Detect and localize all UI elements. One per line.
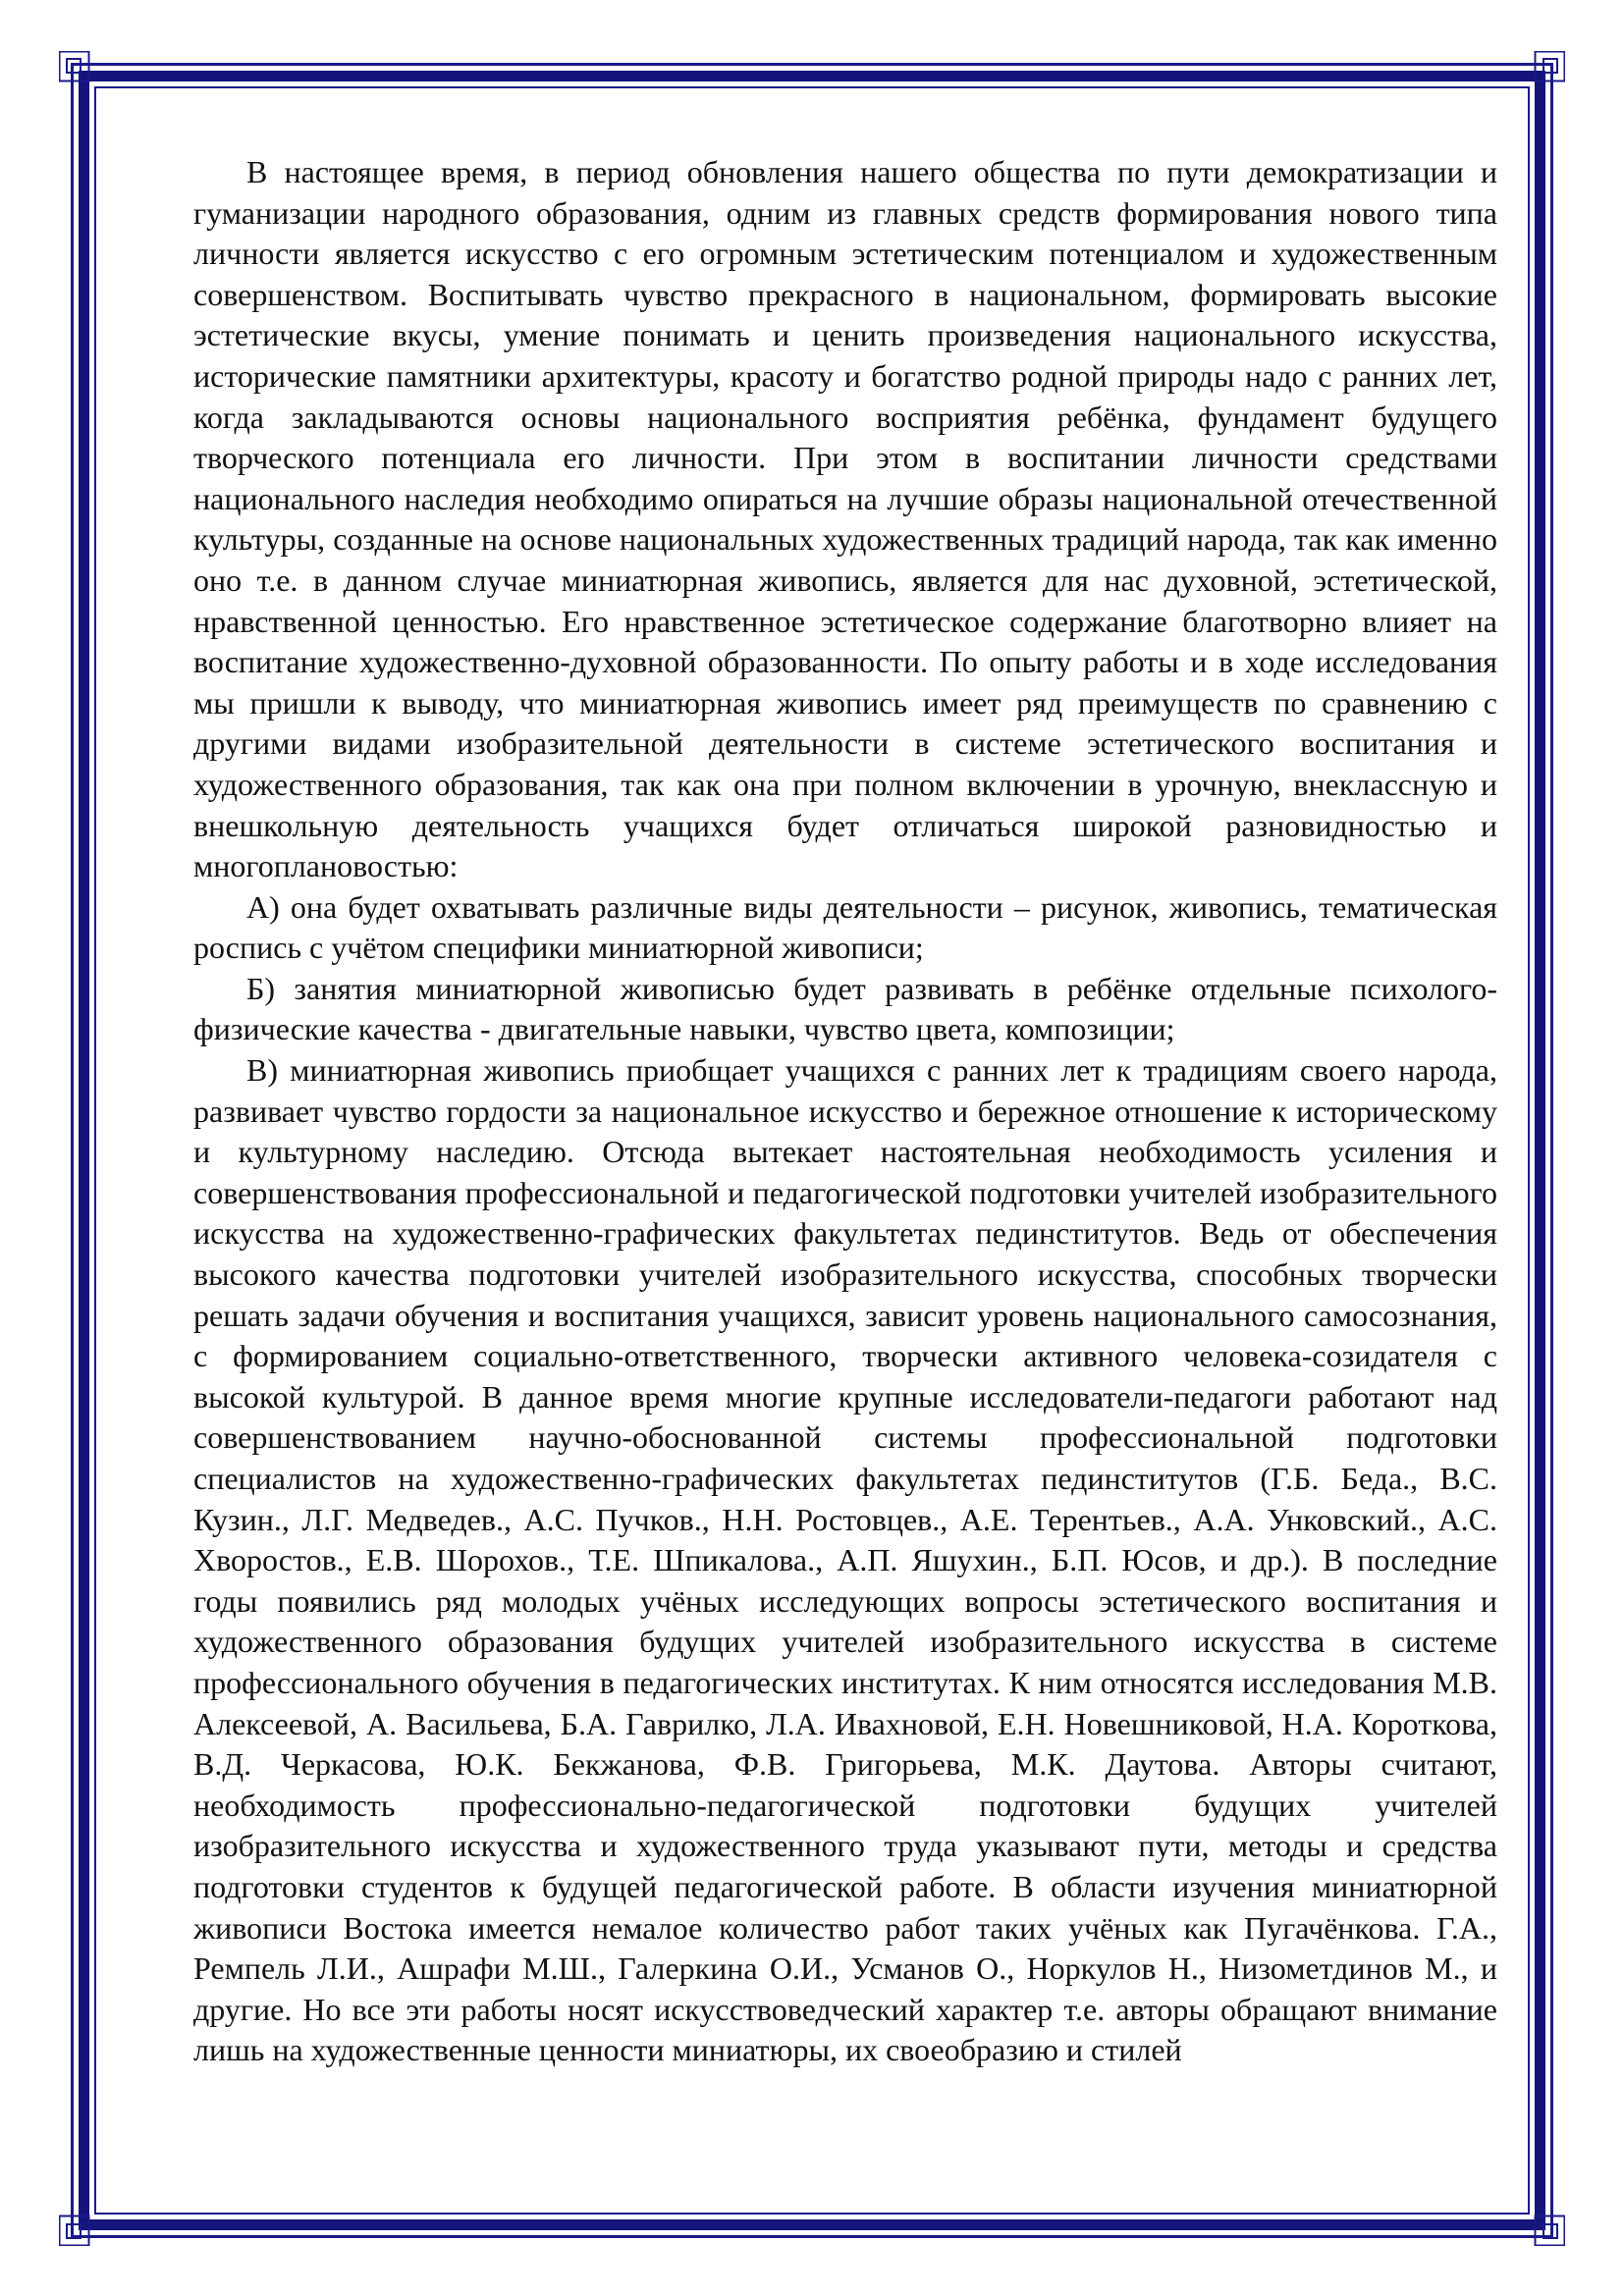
corner-ornament-bottom-right: [1518, 2199, 1565, 2246]
corner-ornament-top-left: [59, 51, 106, 98]
paragraph-item-v: В) миниатюрная живопись приобщает учащихся с ранних лет к традициям своего народа, развивает чувство гордости за национальное искусство и бережное отношение к историческому и культурному наследию. Отсюда вытекает настоятельная необходимость усиления и совершенствования профессиональной и педагогической подготовки учителей изобразительного искусства на художественно-графических факультетах пединститутов. Ведь от обеспечения высокого качества подготовки учителей изобразительного искусства, способных творчески решать задачи обучения и воспитания учащихся, зависит уровень национального самосознания, с формированием социально-ответственного, творчески активного человека-созидателя с высокой культурой. В данное время многие крупные исследователи-педагоги работают над совершенствованием научно-обоснованной системы профессиональной подготовки специалистов на художественно-графических факультетах пединститутов (Г.Б. Беда., В.С. Кузин., Л.Г. Медведев., А.С. Пучков., Н.Н. Ростовцев., А.Е. Терентьев., А.А. Унковский., А.С. Хворостов., Е.В. Шорохов., Т.Е. Шпикалова., А.П. Яшухин., Б.П. Юсов, и др.). В последние годы появились ряд молодых учёных исследующих вопросы эстетического воспитания и художественного образования будущих учителей изобразительного искусства в системе профессионального обучения в педагогических институтах. К ним относятся исследования М.В. Алексеевой, А. Васильева, Б.А. Гаврилко, Л.А. Ивахновой, Е.Н. Новешниковой, Н.А. Короткова, В.Д. Черкасова, Ю.К. Бекжанова, Ф.В. Григорьева, М.К. Даутова. Авторы считают, необходимость профессионально-педагогической подготовки будущих учителей изобразительного искусства и художественного труда указывают пути, методы и средства подготовки студентов к будущей педагогической работе. В области изучения миниатюрной живописи Востока имеется немалое количество работ таких учёных как Пугачёнкова. Г.А., Ремпель Л.И., Ашрафи М.Ш., Галеркина О.И., Усманов О., Норкулов Н., Низометдинов М., и другие. Но все эти работы носят искусствоведческий характер т.е. авторы обращают внимание лишь на художественные ценности миниатюры, их своеобразию и стилей: [193, 1052, 1497, 2068]
corner-ornament-bottom-left: [59, 2199, 106, 2246]
paragraph-item-b: Б) занятия миниатюрной живописью будет развивать в ребёнке отдельные психолого-физические качества - двигательные навыки, чувство цвета, композиции;: [193, 970, 1497, 1047]
paragraph-item-a: А) она будет охватывать различные виды деятельности – рисунок, живопись, тематическая роспись с учётом специфики миниатюрной живописи;: [193, 888, 1497, 966]
paragraph-intro: В настоящее время, в период обновления нашего общества по пути демократизации и гуманизации народного образования, одним из главных средств формирования нового типа личности является искусство с его огромным эстетическим потенциалом и художественным совершенством. Воспитывать чувство прекрасного в национальном, формировать высокие эстетические вкусы, умение понимать и ценить произведения национального искусства, исторические памятники архитектуры, красоту и богатство родной природы надо с ранних лет, когда закладываются основы национального восприятия ребёнка, фундамент будущего творческого потенциала его личности. При этом в воспитании личности средствами национального наследия необходимо опираться на лучшие образы национальной отечественной культуры, созданные на основе национальных художественных традиций народа, так как именно оно т.е. в данном случае миниатюрная живопись, является для нас духовной, эстетической, нравственной ценностью. Его нравственное эстетическое содержание благотворно влияет на воспитание художественно-духовной образованности. По опыту работы и в ходе исследования мы пришли к выводу, что миниатюрная живопись имеет ряд преимуществ по сравнению с другими видами изобразительной деятельности в системе эстетического воспитания и художественного образования, так как она при полном включении в урочную, внеклассную и внешкольную деятельность учащихся будет отличаться широкой разновидностью и многоплановостью:: [193, 154, 1497, 884]
corner-ornament-top-right: [1518, 51, 1565, 98]
body-text: [193, 152, 1497, 2071]
